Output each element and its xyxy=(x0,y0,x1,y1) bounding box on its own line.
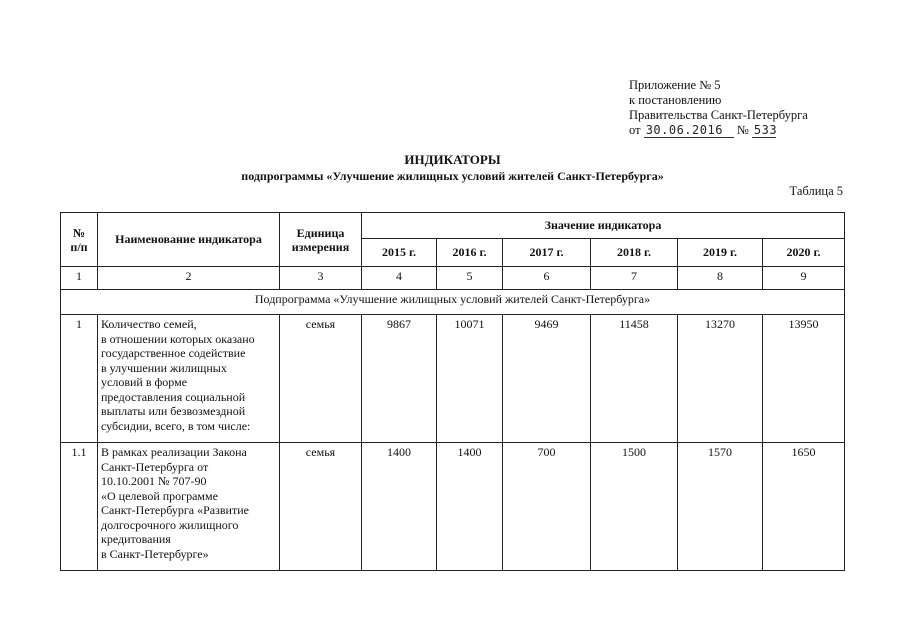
appendix-block xyxy=(629,78,808,138)
appendix-date-line xyxy=(629,123,808,138)
header-year: 2020 г. xyxy=(763,239,845,267)
column-number: 3 xyxy=(280,267,362,290)
appendix-line-2: к постановлению xyxy=(629,93,722,107)
table-label: Таблица 5 xyxy=(789,184,843,198)
header-year: 2016 г. xyxy=(437,239,503,267)
row-name-line: В рамках реализации Закона xyxy=(101,445,247,459)
appendix-line-3: Правительства Санкт-Петербурга xyxy=(629,108,808,122)
row-value: 9469 xyxy=(503,315,591,443)
row-name-line: условий в форме xyxy=(101,375,188,389)
header-year: 2017 г. xyxy=(503,239,591,267)
row-value: 10071 xyxy=(437,315,503,443)
column-number: 7 xyxy=(591,267,678,290)
header-unit: Единица измерения xyxy=(280,213,362,267)
header-year: 2018 г. xyxy=(591,239,678,267)
row-value: 1500 xyxy=(591,443,678,571)
row-name-line: государственное содействие xyxy=(101,346,246,360)
row-name-line: в Санкт-Петербурге» xyxy=(101,546,209,561)
header-year: 2019 г. xyxy=(678,239,763,267)
row-num: 1 xyxy=(61,315,98,443)
row-name-line: субсидии, всего, в том числе: xyxy=(101,418,251,433)
row-value: 1400 xyxy=(437,443,503,571)
row-name-line: в отношении которых оказано xyxy=(101,331,255,346)
column-number: 2 xyxy=(98,267,280,290)
indicators-table xyxy=(60,212,845,571)
row-num: 1.1 xyxy=(61,443,98,571)
appendix-line-1: Приложение № 5 xyxy=(629,78,721,92)
header-value: Значение индикатора xyxy=(362,213,845,239)
row-name-line: выплаты или безвозмездной xyxy=(101,404,246,418)
row-value: 13950 xyxy=(763,315,845,443)
handwritten-number: 533 xyxy=(753,123,778,137)
column-number: 4 xyxy=(362,267,437,290)
row-name xyxy=(98,315,280,443)
row-name-line: Количество семей, xyxy=(101,317,197,331)
table-row xyxy=(61,315,845,443)
column-number: 6 xyxy=(503,267,591,290)
section-title: Подпрограмма «Улучшение жилищных условий жителей Санкт-Петербурга» xyxy=(61,290,845,315)
from-label: от xyxy=(629,123,641,137)
column-number: 9 xyxy=(763,267,845,290)
row-name-line: в улучшении жилищных xyxy=(101,360,227,375)
handwritten-date: 30.06.2016 xyxy=(644,124,734,138)
header-name: Наименование индикатора xyxy=(98,213,280,267)
row-value: 700 xyxy=(503,443,591,571)
column-numbers-row xyxy=(61,267,845,290)
row-value: 9867 xyxy=(362,315,437,443)
row-name-line: Санкт-Петербурга от xyxy=(101,459,209,474)
row-value: 1570 xyxy=(678,443,763,571)
row-name-line: кредитования xyxy=(101,532,171,546)
row-unit: семья xyxy=(280,443,362,571)
row-name-line: 10.10.2001 № 707-90 xyxy=(101,474,207,488)
header-num: № п/п xyxy=(61,213,98,267)
column-number: 1 xyxy=(61,267,98,290)
column-number: 8 xyxy=(678,267,763,290)
header-year: 2015 г. xyxy=(362,239,437,267)
section-row xyxy=(61,290,845,315)
table-row xyxy=(61,443,845,571)
row-name-line: «О целевой программе xyxy=(101,488,218,503)
row-name-line: Санкт-Петербурга «Развитие xyxy=(101,503,249,517)
row-name xyxy=(98,443,280,571)
row-name-line: предоставления социальной xyxy=(101,389,246,404)
row-value: 1650 xyxy=(763,443,845,571)
row-unit: семья xyxy=(280,315,362,443)
row-value: 11458 xyxy=(591,315,678,443)
column-number: 5 xyxy=(437,267,503,290)
document-subtitle: подпрограммы «Улучшение жилищных условий жителей Санкт-Петербурга» xyxy=(241,169,664,183)
row-value: 13270 xyxy=(678,315,763,443)
number-label: № xyxy=(736,123,749,137)
row-value: 1400 xyxy=(362,443,437,571)
row-name-line: долгосрочного жилищного xyxy=(101,517,239,532)
document-title: ИНДИКАТОРЫ xyxy=(404,152,501,167)
